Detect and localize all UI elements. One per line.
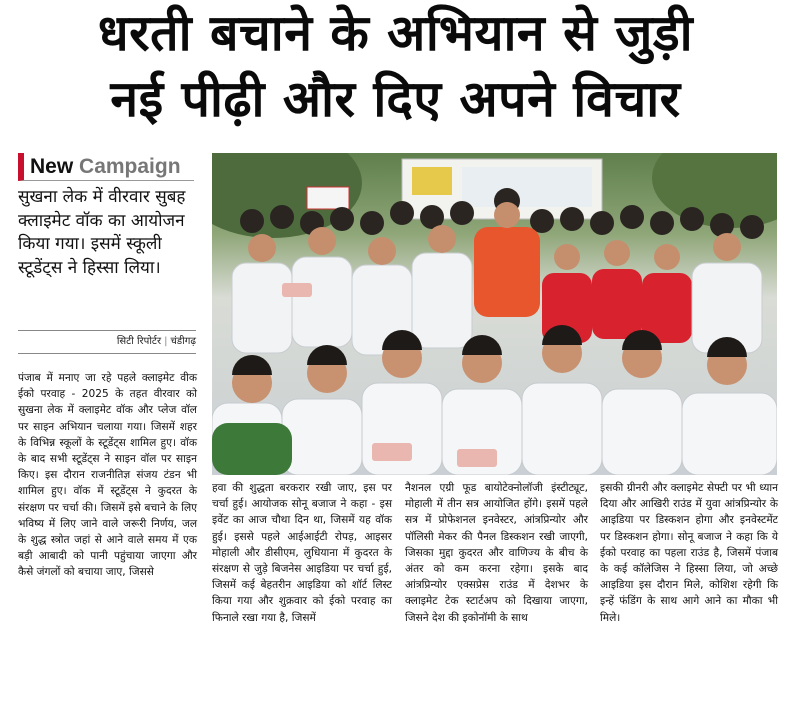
byline: सिटी रिपोर्टर | चंडीगढ़ — [18, 330, 196, 354]
article-column-3: नैशनल एग्री फूड बायोटेक्नोलॉजी इंस्टीट्यूट, मोहाली में तीन सत्र आयोजित होंगे। इसमें पहले सत्र में प्रोफेशनल इनवेस्टर, आंत्रप्रिन्योर और पॉलिसी मेकर की पैनल डिस्कशन रखी जाएगी, जिसका मुद्दा कुदरत और वाणिज्य के बीच के अंतर को कम करना रहेगा। इसके बाद आंत्रप्रिन्योर एक्सप्रेस राउंड में देशभर के क्लाइमेट टेक स्टार्टअप को दिखाया जाएगा, जिसने देश की इकोनॉमी के साथ — [405, 482, 588, 624]
news-photo — [212, 153, 777, 475]
headline — [0, 0, 791, 140]
tag-word-campaign: Campaign — [79, 155, 181, 178]
article-column-1: पंजाब में मनाए जा रहे पहले क्लाइमेट वीक ईको परवाह - 2025 के तहत वीरवार को सुखना लेक में क्लाइमेट वॉक और प्लेज वॉल पर साइन अभियान चलाया गया। जिसमें शहर के विभिन्न स्कूलों के स्टूडेंट्स शामिल हुए। वॉक के बाद सभी स्टूडेंट्स ने साइन वॉल पर साइन किए। इस दौरान राजनीतिज्ञ संजय टंडन भी शामिल हुए। वॉक में स्टूडेंट्स ने कुदरत के संरक्षण पर चर्चा की। जिसमें इसे बचाने के लिए भविष्य में लिए जाने वाले जरूरी निर्णय, जल के शुद्ध स्त्रोत जहां से आने वाले समय में एक बड़ी आबादी को पानी पहुंचाया जाएगा और कैसे जंगलों को बचाया जाए, जिससे — [18, 372, 197, 579]
group-photo-image — [212, 153, 777, 475]
byline-reporter: सिटी रिपोर्टर — [116, 336, 162, 347]
headline-line-2: नई पीढ़ी और दिए अपने विचार — [110, 70, 681, 128]
tag-word-new: New — [30, 155, 74, 178]
intro-text: सुखना लेक में वीरवार सुबह क्लाइमेट वॉक का आयोजन किया गया। इसमें स्कूली स्टूडेंट्स ने हिस्सा लिया। — [18, 187, 186, 278]
section-tag — [18, 153, 194, 181]
article-column-4: इसकी ग्रीनरी और क्लाइमेट सेफ्टी पर भी ध्यान दिया और आखिरी राउंड में युवा आंत्रप्रिन्योर के आइडिया पर डिस्कशन होगा और इनवेस्टमेंट पर डिस्कशन होगा। सोनू बजाज ने कहा कि ये ईको परवाह का पहला राउंड है, जिसमें पंजाब के कई कॉलेजिस ने हिस्सा लिया, जो अच्छे आइडिया इस दौरान मिले, कोशिश रहेगी कि इन्हें फंडिंग के साथ आगे आने का मौका भी मिले। — [600, 482, 778, 624]
headline-line-1: धरती बचाने के अभियान से जुड़ी — [97, 4, 694, 62]
article-column-2: हवा की शुद्धता बरकरार रखी जाए, इस पर चर्चा हुई। आयोजक सोनू बजाज ने कहा - इस इवेंट का आज चौथा दिन था, जिसमें यह वॉक हुई। इससे पहले आईआईटी रोपड़, आइसर मोहाली और डीसीएम, लुधियाना में कुदरत के संरक्षण से जुड़े बिजनेस आइडिया पर चर्चा हुई, जिसमें कई बेहतरीन आइडिया को शॉर्ट लिस्ट किया गया और शुक्रवार को ईको परवाह का फिनाले रखा गया है, जिसमें — [212, 482, 392, 624]
byline-city: चंडीगढ़ — [170, 336, 196, 347]
